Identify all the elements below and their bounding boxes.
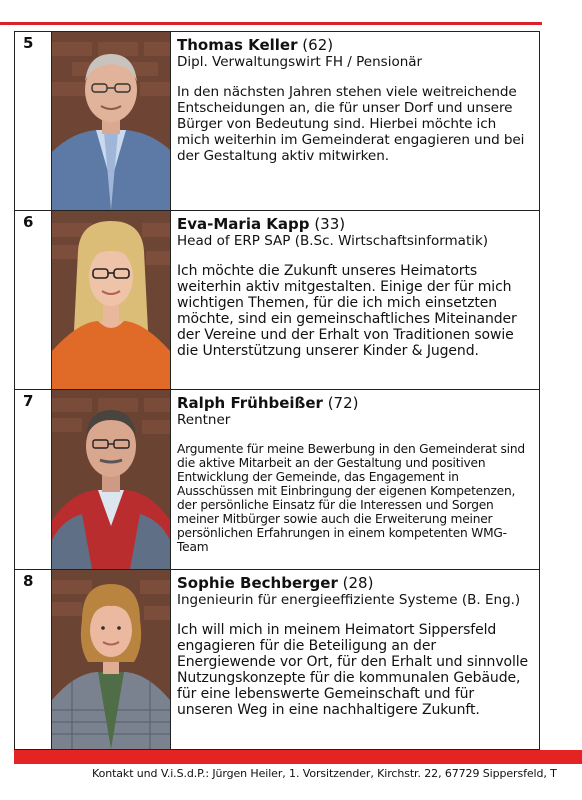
candidate-row: [15, 32, 540, 211]
candidate-info: [171, 211, 540, 390]
candidate-photo-cell: [52, 211, 171, 390]
candidate-age: (33): [314, 215, 346, 233]
candidate-info: [171, 570, 540, 750]
candidate-table: [14, 31, 540, 750]
bottom-red-bar: [14, 750, 582, 764]
candidate-photo: [52, 32, 170, 210]
candidate-age: (62): [302, 36, 334, 54]
candidate-role: Ingenieurin für energieeffiziente Systeme (B. Eng.): [177, 592, 521, 608]
candidate-info: [171, 390, 540, 570]
candidate-photo: [52, 390, 170, 569]
candidate-row: [15, 211, 540, 390]
candidate-name-line: [177, 394, 533, 412]
top-rule: [0, 22, 542, 25]
candidate-row: [15, 390, 540, 570]
candidate-role: Head of ERP SAP (B.Sc. Wirtschaftsinformatik): [177, 233, 489, 249]
candidate-photo: [52, 570, 170, 749]
candidate-statement: Ich will mich in meinem Heimatort Sippersfeld engagieren für die Beteiligung an der Energiewende vor Ort, für den Erhalt und sinnvolle Nutzungskonzepte für die kommunalen Gebäude, für eine lebenswerte Gemeinschaft und für unseren Weg in eine nachhaltigere Zukunft.: [177, 622, 529, 718]
candidate-name-line: [177, 36, 533, 54]
candidate-name: Thomas Keller: [177, 36, 298, 54]
footer-contact: Kontakt und V.i.S.d.P.: Jürgen Heiler, 1. Vorsitzender, Kirchstr. 22, 67729 Sippersfeld, T: [92, 767, 557, 780]
candidate-age: (28): [342, 574, 374, 592]
candidate-number: 7: [15, 390, 52, 570]
candidate-name-line: [177, 574, 533, 592]
candidate-row: [15, 570, 540, 750]
candidate-statement: In den nächsten Jahren stehen viele weitreichende Entscheidungen an, die für unser Dorf und unsere Bürger von Bedeutung sind. Hierbei möchte ich mich weiterhin im Gemeinderat engagieren und bei der Gestaltung aktiv mitwirken.: [177, 84, 525, 164]
candidate-photo-cell: [52, 570, 171, 750]
candidate-number: 5: [15, 32, 52, 211]
candidate-age: (72): [327, 394, 359, 412]
candidate-name-line: [177, 215, 533, 233]
candidate-photo-cell: [52, 32, 171, 211]
candidate-photo-cell: [52, 390, 171, 570]
candidate-name: Sophie Bechberger: [177, 574, 338, 592]
candidate-name: Eva-Maria Kapp: [177, 215, 310, 233]
candidate-number: 6: [15, 211, 52, 390]
candidate-statement: Ich möchte die Zukunft unseres Heimatorts weiterhin aktiv mitgestalten. Einige der für mich wichtigen Themen, für die ich mich einsetzten möchte, sind ein gemeinschaftliches Miteinander der Vereine und der Erhalt von Traditionen sowie die Unterstützung unserer Kinder & Jugend.: [177, 263, 517, 359]
candidate-photo: [52, 211, 170, 389]
candidate-name: Ralph Frühbeißer: [177, 394, 323, 412]
candidate-role: Rentner: [177, 412, 231, 428]
candidate-statement: Argumente für meine Bewerbung in den Gemeinderat sind die aktive Mitarbeit an der Gestaltung und positiven Entwicklung der Gemeinde, das Engagement in Ausschüssen mit Einbringung der eigenen Kompetenzen, der persönliche Einsatz für die Interessen und Sorgen meiner Mitbürger sowie auch die Erweiterung meiner persönlichen Erfahrungen in einem kompetenten WMG-Team: [177, 442, 525, 554]
candidate-number: 8: [15, 570, 52, 750]
candidate-role: Dipl. Verwaltungswirt FH / Pensionär: [177, 54, 423, 70]
candidate-info: [171, 32, 540, 211]
